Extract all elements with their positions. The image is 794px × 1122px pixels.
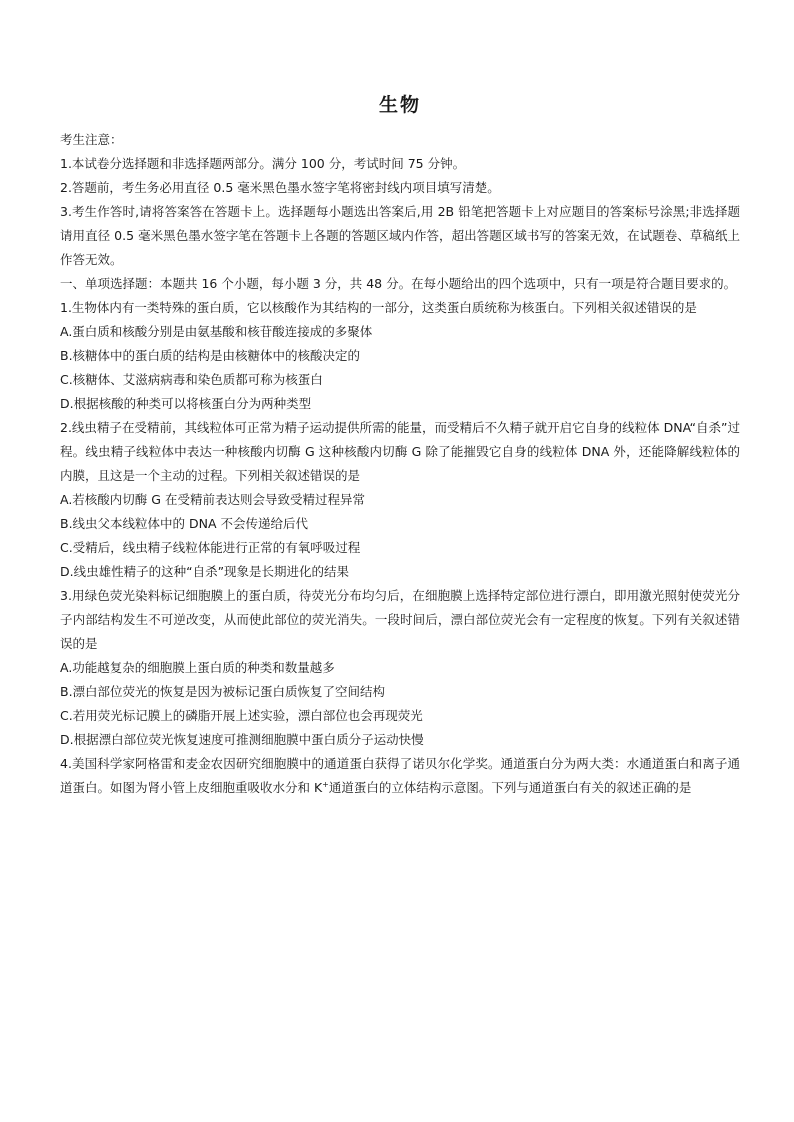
question-1-option-b: B.核糖体中的蛋白质的结构是由核糖体中的核酸决定的 (60, 348, 361, 363)
question-3-option-d: D.根据漂白部位荧光恢复速度可推测细胞膜中蛋白质分子运动快慢 (60, 732, 424, 747)
question-1-option-c: C.核糖体、艾滋病病毒和染色质都可称为核蛋白 (60, 372, 323, 387)
question-3-stem: 3.用绿色荧光染料标记细胞膜上的蛋白质，待荧光分布均匀后，在细胞膜上选择特定部位进行漂白，即用激光照射使荧光分子内部结构发生不可逆改变，从而使此部位的荧光消失。一段时间后，漂白部位荧光会有一定程度的恢复。下列有关叙述错误的是 (60, 588, 740, 651)
page-title: 生物 (378, 94, 421, 116)
question-4-stem-part1: 4.美国科学家阿格雷和麦金农因研究细胞膜中的通道蛋白获得了诺贝尔化学奖。通道蛋白分为两大类：水通道蛋白和离子通道蛋白。如图为肾小管上皮细胞重吸收水分和 K (60, 756, 740, 795)
question-2-option-c: C.受精后，线虫精子线粒体能进行正常的有氧呼吸过程 (60, 540, 361, 555)
exam-page (60, 92, 740, 800)
question-1-stem: 1.生物体内有一类特殊的蛋白质，它以核酸作为其结构的一部分，这类蛋白质统称为核蛋白。下列相关叙述错误的是 (60, 300, 697, 315)
question-2-option-d: D.线虫雄性精子的这种“自杀”现象是长期进化的结果 (60, 564, 350, 579)
question-3-option-c: C.若用荧光标记膜上的磷脂开展上述实验，漂白部位也会再现荧光 (60, 708, 423, 723)
potassium-charge: + (322, 779, 329, 789)
notice-item-3: 3.考生作答时,请将答案答在答题卡上。选择题每小题选出答案后,用 2B 铅笔把答题卡上对应题目的答案标号涂黑;非选择题请用直径 0.5 毫米黑色墨水签字笔在答题卡上各题的答题区域内作答，超出答题区域书写的答案无效，在试题卷、草稿纸上作答无效。 (60, 204, 740, 267)
question-2-option-b: B.线虫父本线粒体中的 DNA 不会传递给后代 (60, 516, 309, 531)
question-4-stem-part2: 通道蛋白的立体结构示意图。下列与通道蛋白有关的叙述正确的是 (328, 780, 692, 795)
notice-item-2: 2.答题前，考生务必用直径 0.5 毫米黑色墨水签字笔将密封线内项目填写清楚。 (60, 180, 500, 195)
question-2-option-a: A.若核酸内切酶 G 在受精前表达则会导致受精过程异常 (60, 492, 365, 507)
question-1-option-a: A.蛋白质和核酸分别是由氨基酸和核苷酸连接成的多聚体 (60, 324, 373, 339)
question-3-option-a: A.功能越复杂的细胞膜上蛋白质的种类和数量越多 (60, 660, 335, 675)
section-heading: 一、单项选择题：本题共 16 个小题，每小题 3 分，共 48 分。在每小题给出的四个选项中，只有一项是符合题目要求的。 (60, 276, 737, 291)
notice-heading: 考生注意： (60, 132, 123, 147)
question-4-stem (60, 752, 740, 800)
notice-item-1: 1.本试卷分选择题和非选择题两部分。满分 100 分，考试时间 75 分钟。 (60, 156, 466, 171)
question-3-option-b: B.漂白部位荧光的恢复是因为被标记蛋白质恢复了空间结构 (60, 684, 386, 699)
question-2-stem: 2.线虫精子在受精前，其线粒体可正常为精子运动提供所需的能量，而受精后不久精子就开启它自身的线粒体 DNA“自杀”过程。线虫精子线粒体中表达一种核酸内切酶 G 这种核酸内切酶 G 除了能摧毁它自身的线粒体 DNA 外，还能降解线粒体的内膜，且这是一个主动的过程。下列相关叙述错误的是 (60, 420, 740, 483)
question-1-option-d: D.根据核酸的种类可以将核蛋白分为两种类型 (60, 396, 312, 411)
